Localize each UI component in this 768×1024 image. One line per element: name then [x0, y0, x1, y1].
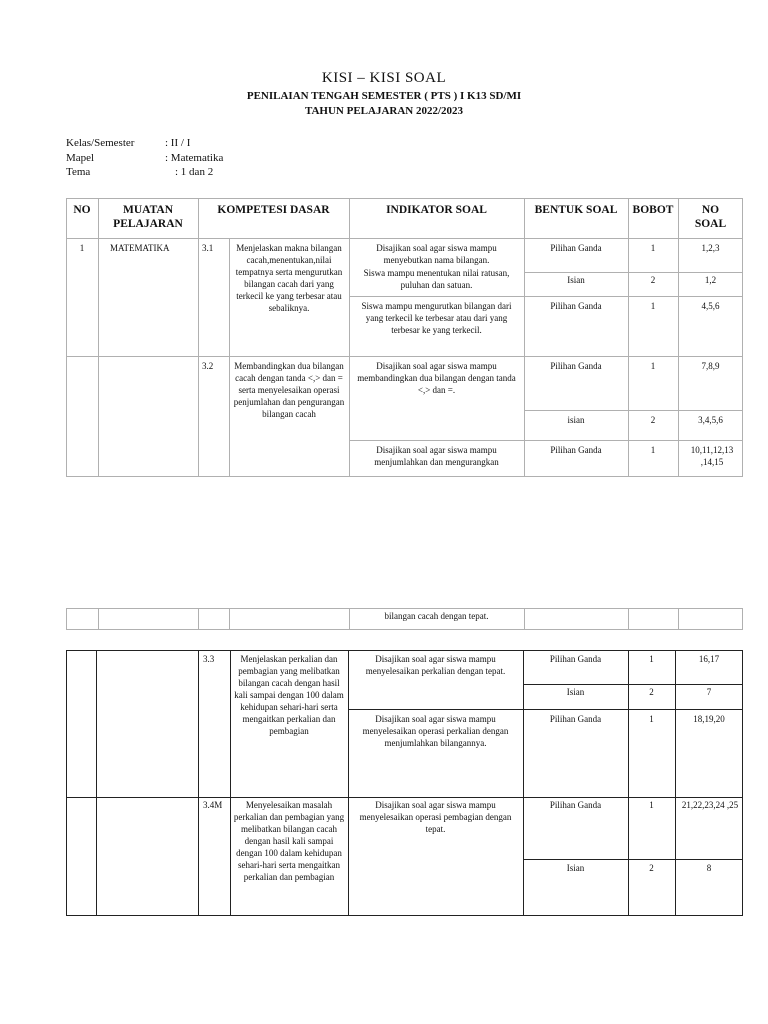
col-nosoal-header: NO SOAL [694, 204, 727, 230]
mapel-value: : Matematika [165, 152, 224, 164]
bentuk-cell: Pilihan Ganda [550, 301, 602, 311]
bobot-cell: 1 [650, 243, 656, 253]
bentuk-cell: Pilihan Ganda [549, 714, 602, 724]
bobot-cell: 1 [649, 714, 654, 724]
muatan-cell: MATEMATIKA [110, 243, 170, 253]
nosoal-cell: 8 [706, 863, 712, 873]
nosoal-cell: 7 [706, 687, 712, 697]
kd-description: Membandingkan dua bilangan cacah dengan tanda <,> dan = serta menyelesaikan operasi penjumlahan dan pengurangan bilangan cacah [233, 361, 345, 419]
col-indikator-header: INDIKATOR SOAL [386, 204, 487, 216]
bentuk-cell: Pilihan Ganda [550, 445, 602, 455]
nosoal-cell: 1,2,3 [701, 243, 720, 253]
nosoal-cell: 16,17 [698, 654, 720, 664]
kd-number: 3.4M [203, 800, 223, 810]
tema-value: : 1 dan 2 [175, 166, 214, 178]
bobot-cell: 1 [650, 361, 656, 371]
nosoal-cell: 4,5,6 [701, 301, 720, 311]
bobot-cell: 2 [649, 863, 654, 873]
indikator-cell: Disajikan soal agar siswa mampu menjumlahkan dan mengurangkan [374, 445, 499, 467]
bobot-cell: 2 [650, 275, 656, 285]
bentuk-cell: Isian [566, 687, 585, 697]
nosoal-cell: 1,2 [704, 275, 717, 285]
nosoal-cell: 21,22,23,24 ,25 [681, 800, 739, 810]
bobot-cell: 1 [649, 654, 654, 664]
kd-description: Menjelaskan makna bilangan cacah,menentukan,nilai tempatnya serta mengurutkan bilangan cacah dari yang terkecil ke yang terbesar atau sebaliknya. [235, 243, 343, 313]
bentuk-cell: Isian [567, 275, 585, 285]
col-bobot-header: BOBOT [632, 204, 674, 216]
mapel-label: Mapel [66, 152, 95, 164]
indikator-cell: Disajikan soal agar siswa mampu menyelesaikan perkalian dengan tepat. [365, 654, 506, 676]
doc-subtitle: PENILAIAN TENGAH SEMESTER ( PTS ) I K13 SD/MI [246, 90, 522, 102]
nosoal-cell: 10,11,12,13 ,14,15 [690, 445, 734, 467]
nosoal-cell: 7,8,9 [701, 361, 720, 371]
bobot-cell: 1 [650, 445, 656, 455]
bentuk-cell: Pilihan Ganda [550, 243, 602, 253]
bobot-cell: 2 [650, 415, 656, 425]
col-no-header: NO [73, 204, 91, 216]
kd-number: 3.1 [202, 243, 214, 253]
indikator-cell: Disajikan soal agar siswa mampu menyebutkan nama bilangan. [376, 243, 497, 265]
indikator-cell: Siswa mampu mengurutkan bilangan dari yang terkecil ke terbesar atau dari yang terbesar ke yang terkecil. [361, 301, 512, 335]
kd-number: 3.2 [202, 361, 214, 371]
bobot-cell: 2 [649, 687, 654, 697]
indikator-cell: Disajikan soal agar siswa mampu menyelesaikan operasi perkalian dengan menjumlahkan bilangannya. [362, 714, 509, 748]
doc-year: TAHUN PELAJARAN 2022/2023 [304, 105, 464, 117]
nosoal-cell: 18,19,20 [693, 714, 725, 724]
col-muatan-header: MUATAN PELAJARAN [113, 204, 183, 230]
bentuk-cell: Pilihan Ganda [549, 654, 602, 664]
bentuk-cell: Isian [566, 863, 585, 873]
indikator-cell: Disajikan soal agar siswa mampu menyelesaikan operasi pembagian dengan tepat. [359, 800, 512, 834]
bentuk-cell: isian [567, 415, 585, 425]
kelas-label: Kelas/Semester [66, 137, 135, 149]
row-no: 1 [79, 243, 85, 253]
doc-title: KISI – KISI SOAL [321, 70, 447, 86]
indikator-cell: bilangan cacah dengan tepat. [384, 611, 489, 621]
indikator-cell: Disajikan soal agar siswa mampu membandingkan dua bilangan dengan tanda <,> dan =. [357, 361, 516, 395]
bobot-cell: 1 [650, 301, 656, 311]
kd-number: 3.3 [203, 654, 215, 664]
indikator-cell: Siswa mampu menentukan nilai ratusan, puluhan dan satuan. [363, 268, 510, 290]
bentuk-cell: Pilihan Ganda [550, 361, 602, 371]
col-kd-header: KOMPETESI DASAR [217, 204, 330, 216]
col-bentuk-header: BENTUK SOAL [534, 204, 618, 216]
bentuk-cell: Pilihan Ganda [549, 800, 602, 810]
bobot-cell: 1 [649, 800, 654, 810]
tema-label: Tema [66, 166, 91, 178]
kelas-value: : II / I [165, 137, 191, 149]
kd-description: Menjelaskan perkalian dan pembagian yang melibatkan bilangan cacah dengan hasil kali sampai dengan 100 dalam kehidupan sehari-hari serta mengaitkan perkalian dan pembagian [234, 654, 344, 736]
nosoal-cell: 3,4,5,6 [698, 415, 723, 425]
kd-description: Menyelesaikan masalah perkalian dan pembagian yang melibatkan bilangan cacah dengan hasil kali sampai dengan 100 dalam kehidupan sehari-hari serta mengaitkan perkalian dan pembagian [233, 800, 345, 882]
